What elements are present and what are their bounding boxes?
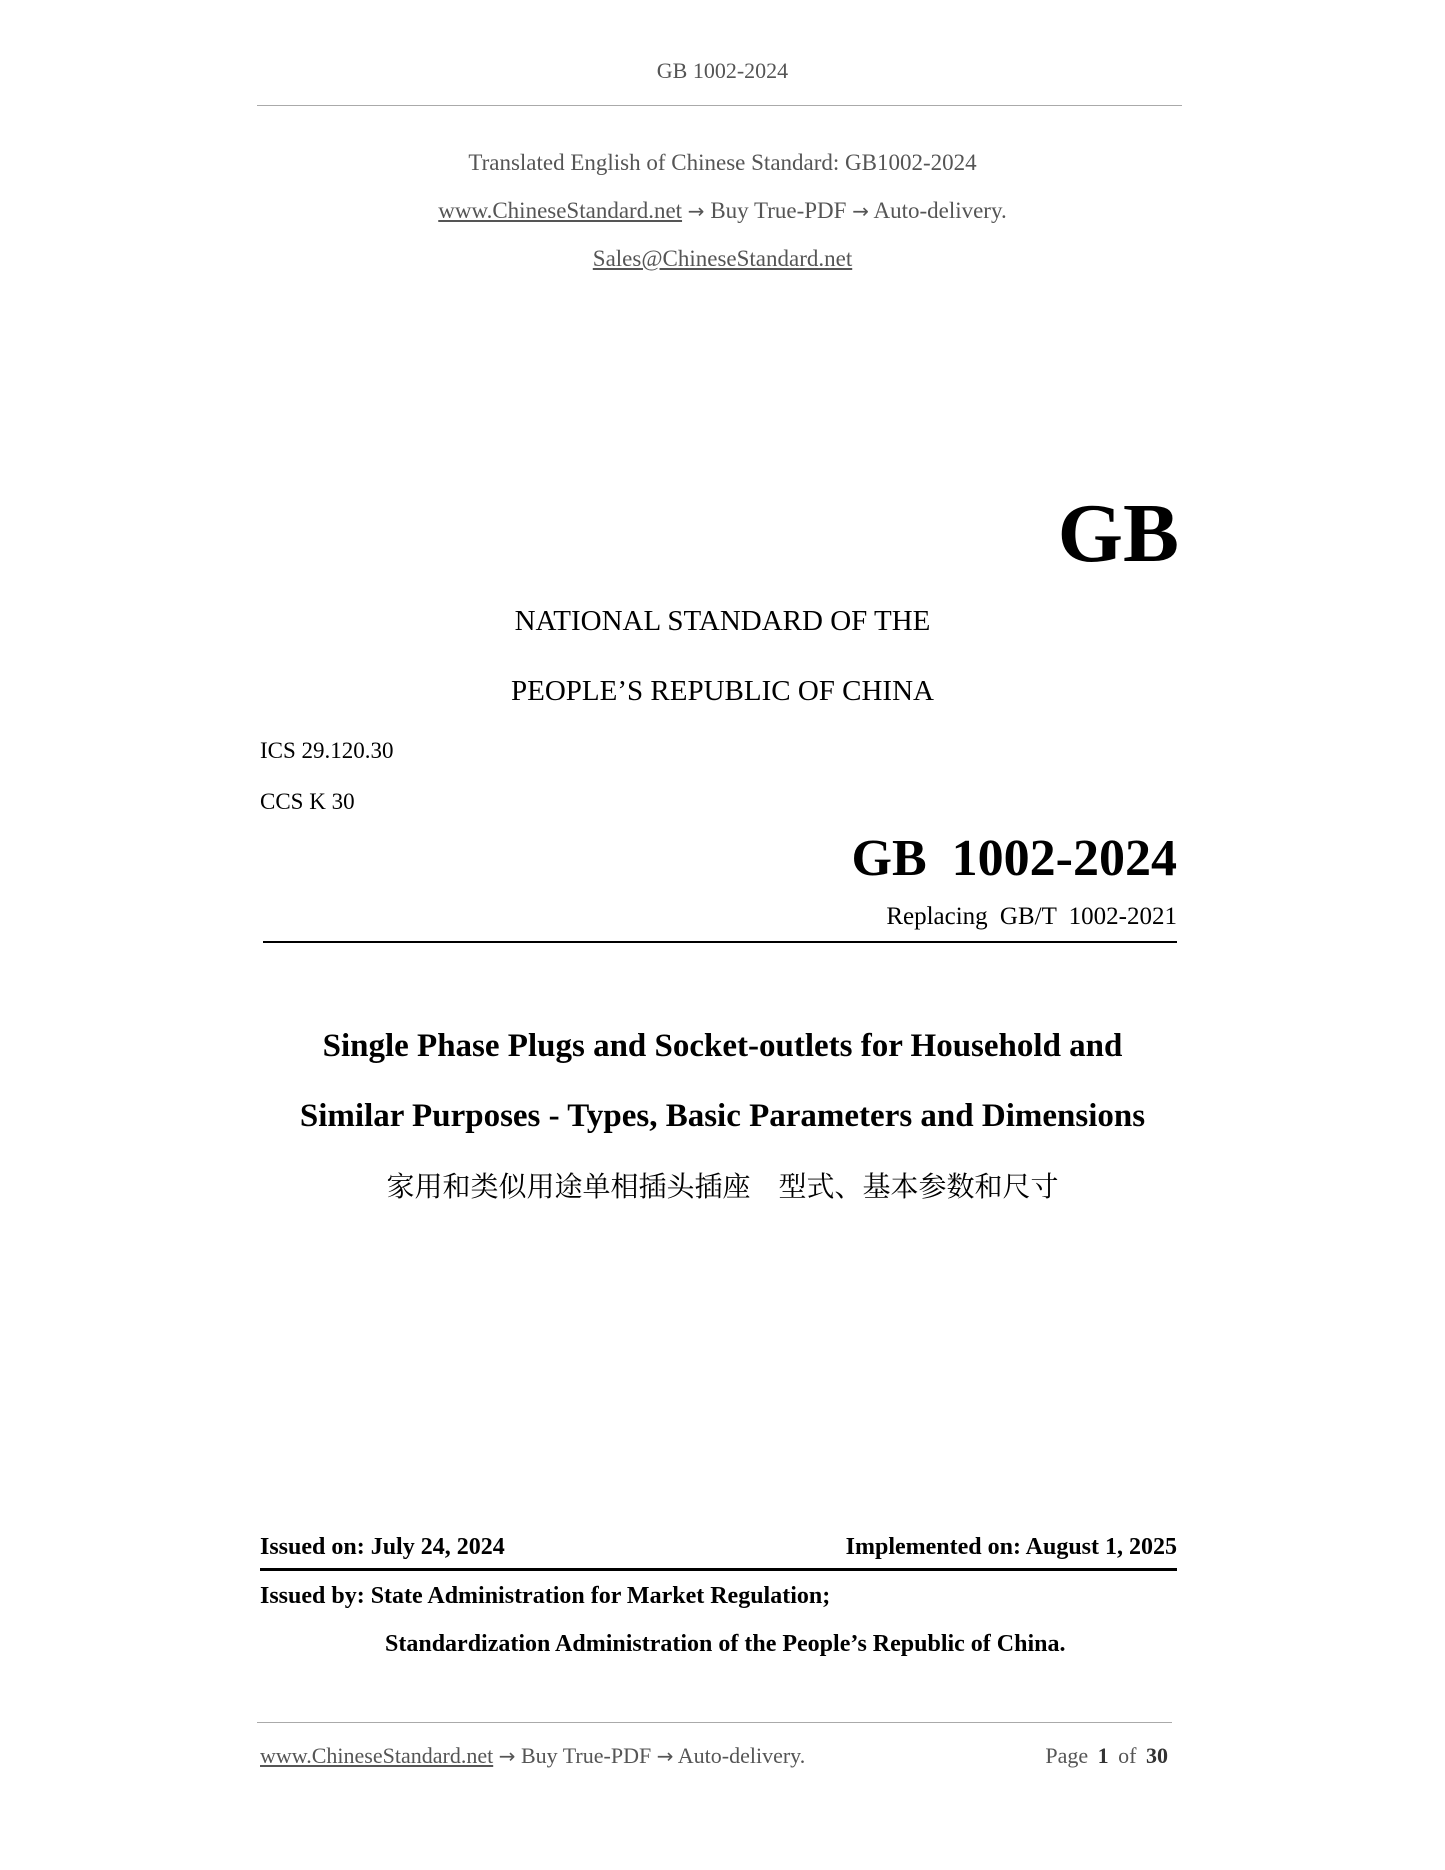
issued-by-line-1: Issued by: State Administration for Market Regulation;: [260, 1583, 831, 1609]
issued-on-date: Issued on: July 24, 2024: [260, 1534, 505, 1560]
national-standard-line-2: PEOPLE’S REPUBLIC OF CHINA: [511, 675, 934, 707]
replacing-note: Replacing GB/T 1002-2021: [886, 903, 1177, 930]
gb-mark: GB: [1057, 487, 1179, 580]
footer-buy-text: Buy True-PDF: [520, 1743, 652, 1768]
issued-by-line-2: Standardization Administration of the People’s Republic of China.: [385, 1631, 1066, 1657]
footer-divider: [257, 1722, 1172, 1723]
arrow-right-icon: →: [852, 199, 869, 223]
issue-divider: [260, 1568, 1177, 1571]
auto-delivery-text: Auto-delivery.: [873, 198, 1007, 223]
standard-number: GB 1002-2024: [851, 830, 1177, 887]
title-english-line-2: Similar Purposes - Types, Basic Parameters and Dimensions: [299, 1098, 1146, 1134]
sales-email-link[interactable]: Sales@ChineseStandard.net: [592, 246, 853, 271]
title-divider: [263, 941, 1177, 943]
footer-site-link[interactable]: www.ChineseStandard.net: [260, 1743, 494, 1768]
page-current: 1: [1097, 1743, 1109, 1768]
page-label: Page: [1045, 1743, 1089, 1768]
promo-line: [0, 198, 1445, 224]
arrow-right-icon: →: [687, 199, 705, 223]
running-header-title: GB 1002-2024: [656, 58, 789, 83]
arrow-right-icon: →: [656, 1744, 674, 1768]
footer-auto-delivery-text: Auto-delivery.: [677, 1743, 806, 1768]
page-number: [1045, 1743, 1168, 1769]
buy-true-pdf-text: Buy True-PDF: [710, 198, 847, 223]
ics-code: ICS 29.120.30: [260, 738, 394, 763]
site-link[interactable]: www.ChineseStandard.net: [438, 198, 683, 223]
page-total: 30: [1146, 1743, 1168, 1768]
implemented-on-date: Implemented on: August 1, 2025: [845, 1534, 1177, 1560]
header-divider: [257, 105, 1182, 106]
email-line: [0, 246, 1445, 272]
footer-promo: [260, 1743, 805, 1769]
title-chinese: 家用和类似用途单相插头插座 型式、基本参数和尺寸: [386, 1170, 1059, 1203]
ccs-code: CCS K 30: [260, 789, 355, 814]
page-of-label: of: [1118, 1743, 1137, 1768]
arrow-right-icon: →: [498, 1744, 516, 1768]
national-standard-line-1: NATIONAL STANDARD OF THE: [514, 605, 931, 637]
title-english-line-1: Single Phase Plugs and Socket-outlets for Household and: [322, 1028, 1123, 1064]
translation-notice: Translated English of Chinese Standard: GB1002-2024: [468, 150, 977, 175]
